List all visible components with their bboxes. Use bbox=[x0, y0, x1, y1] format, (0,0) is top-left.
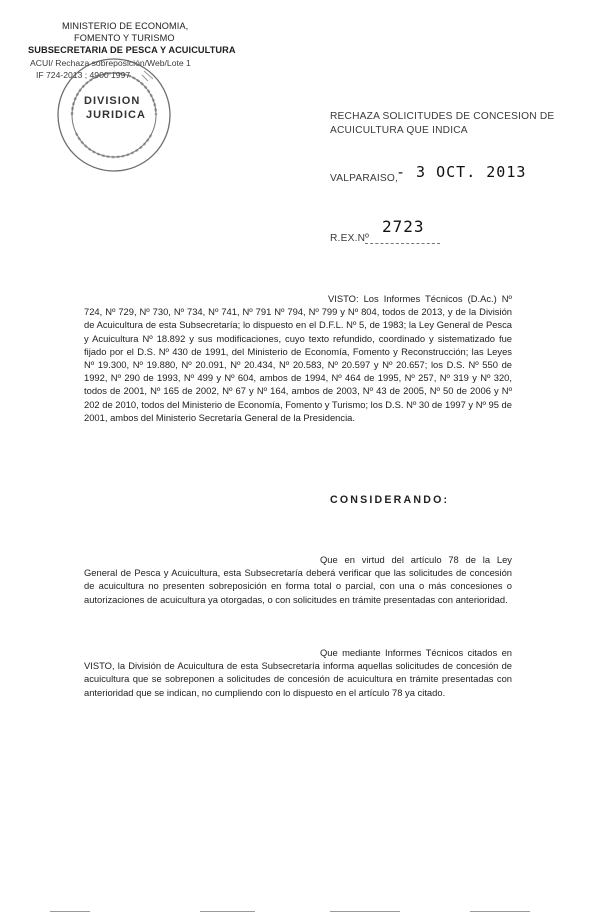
scan-mark bbox=[470, 911, 530, 912]
ministry-line-1: MINISTERIO DE ECONOMIA, bbox=[62, 21, 189, 31]
resolution-title-line-2: ACUICULTURA QUE INDICA bbox=[330, 125, 468, 136]
scan-mark bbox=[330, 911, 400, 912]
reference-line-2: IF 724-2013 ; 4900 1997 bbox=[36, 70, 131, 80]
division-juridica-stamp bbox=[54, 55, 174, 175]
reference-line-1: ACUI/ Rechaza sobreposición/Web/Lote 1 bbox=[30, 58, 191, 68]
considerando-paragraph-1: Que en virtud del artículo 78 de la Ley General de Pesca y Acuicultura, esta Subsecretaría deberá verificar que las solicitudes de concesión de acuicultura no presenten sobreposición en forma total o parcial, con una o más concesiones o autorizaciones de acuicultura ya otorgadas, o con solicitudes en trámite presentadas con anterioridad. bbox=[84, 554, 512, 605]
scan-mark bbox=[50, 911, 90, 912]
place-label: VALPARAISO, bbox=[330, 173, 399, 184]
scan-mark bbox=[200, 911, 255, 912]
resolution-date: - 3 OCT. 2013 bbox=[396, 163, 527, 181]
subsecretaria-line: SUBSECRETARIA DE PESCA Y ACUICULTURA bbox=[28, 45, 236, 55]
resolution-title-line-1: RECHAZA SOLICITUDES DE CONCESION DE bbox=[330, 111, 555, 122]
resolution-number-label: R.EX.Nº bbox=[330, 233, 370, 244]
resolution-number-underline bbox=[365, 243, 440, 244]
resolution-number: 2723 bbox=[382, 217, 425, 236]
visto-paragraph: VISTO: Los Informes Técnicos (D.Ac.) Nº 724, Nº 729, Nº 730, Nº 734, Nº 741, Nº 791 Nº 794, Nº 799 y Nº 804, todos de 2013, y de la División de Acuicultura de esta Subsecretaría; lo dispuesto en el D.F.L. Nº 5, de 1983; la Ley General de Pesca y Acuicultura Nº 18.892 y sus modificaciones, cuyo texto refundido, coordinado y sistematizado fue fijado por el D.S. Nº 430 de 1991, del Ministerio de Economía, Fomento y Reconstrucción; las Leyes Nº 19.300, Nº 19.880, Nº 20.091, Nº 20.434, Nº 20.583, Nº 20.597 y Nº 20.657; los D.S. Nº 550 de 1992, Nº 290 de 1993, Nº 499 y Nº 604, ambos de 1994, Nº 464 de 1995, Nº 257, Nº 319 y Nº 320, todos de 2001, Nº 165 de 2002, Nº 67 y Nº 164, ambos de 2003, Nº 43 de 2005, Nº 50 de 2006 y Nº 202 de 2010, todos del Ministerio de Economía, Fomento y Turismo; los D.S. Nº 30 de 1997 y Nº 95 de 2001, ambos del Ministerio Secretaría General de la Presidencia. bbox=[84, 293, 512, 423]
considerando-paragraph-2: Que mediante Informes Técnicos citados en VISTO, la División de Acuicultura de esta Subsecretaría informa aquellas solicitudes de concesión de acuicultura que se sobreponen a solicitudes de concesión de acuicultura en trámite presentadas con anterioridad que se indican, no cumpliendo con lo dispuesto en el artículo 78 ya citado. bbox=[84, 647, 512, 698]
stamp-text-division: DIVISION bbox=[84, 95, 141, 107]
stamp-text-juridica: JURIDICA bbox=[86, 109, 146, 121]
ministry-line-2: FOMENTO Y TURISMO bbox=[74, 33, 175, 43]
considerando-heading: CONSIDERANDO: bbox=[330, 494, 450, 506]
